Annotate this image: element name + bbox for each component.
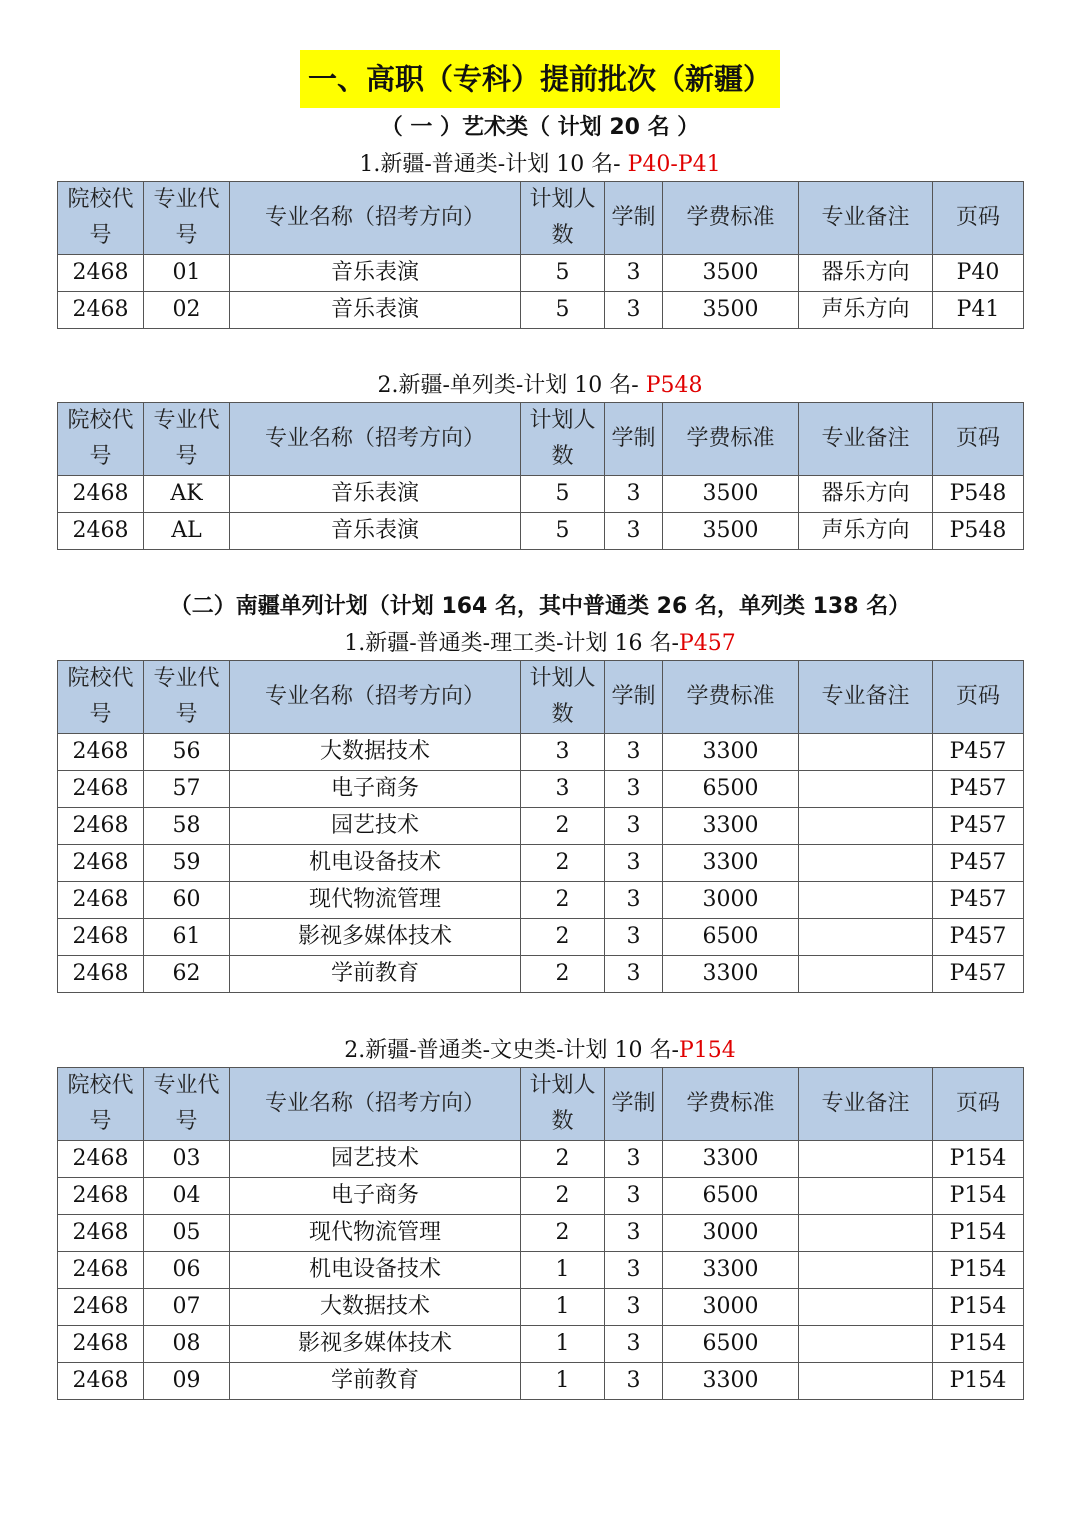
header-page: 页码: [933, 182, 1024, 255]
cell-tuition: 3500: [663, 255, 799, 292]
table-row: [58, 1326, 1024, 1363]
cell-plan-count: 2: [521, 1141, 605, 1178]
cell-school-code: 2468: [58, 292, 144, 329]
cell-school-code: 2468: [58, 1326, 144, 1363]
cell-plan-count: 5: [521, 255, 605, 292]
cell-school-code: 2468: [58, 919, 144, 956]
cell-plan-count: 2: [521, 845, 605, 882]
cell-plan-count: 2: [521, 1215, 605, 1252]
cell-major-code: 02: [144, 292, 230, 329]
table-art-separate: [57, 402, 1024, 550]
cell-remark: [799, 1215, 933, 1252]
cell-duration: 3: [605, 919, 663, 956]
table-row: [58, 1215, 1024, 1252]
cell-tuition: 3300: [663, 808, 799, 845]
cell-page: P40: [933, 255, 1024, 292]
header-major-code: 专业代号: [144, 403, 230, 476]
cell-school-code: 2468: [58, 882, 144, 919]
table-row: [58, 1289, 1024, 1326]
cell-tuition: 3500: [663, 292, 799, 329]
cell-plan-count: 1: [521, 1326, 605, 1363]
table-row: [58, 255, 1024, 292]
header-school-code: 院校代号: [58, 403, 144, 476]
cell-plan-count: 2: [521, 956, 605, 993]
cell-page: P154: [933, 1326, 1024, 1363]
table-row: [58, 1178, 1024, 1215]
cell-page: P457: [933, 882, 1024, 919]
table1-caption-text: 1.新疆-普通类-计划 10 名-: [359, 152, 621, 177]
cell-major-name: 学前教育: [230, 956, 521, 993]
section2-title: （二）南疆单列计划（计划 164 名，其中普通类 26 名，单列类 138 名）: [169, 594, 911, 619]
cell-plan-count: 1: [521, 1289, 605, 1326]
cell-page: P457: [933, 734, 1024, 771]
cell-remark: [799, 882, 933, 919]
table2-caption-page-ref: P548: [645, 373, 703, 398]
header-remark: 专业备注: [799, 403, 933, 476]
header-page: 页码: [933, 1068, 1024, 1141]
table3-caption-page-ref: P457: [678, 631, 736, 656]
cell-plan-count: 5: [521, 292, 605, 329]
table-row: [58, 808, 1024, 845]
cell-page: P154: [933, 1363, 1024, 1400]
cell-tuition: 3300: [663, 1363, 799, 1400]
cell-remark: 声乐方向: [799, 292, 933, 329]
table-row: [58, 771, 1024, 808]
cell-school-code: 2468: [58, 845, 144, 882]
cell-duration: 3: [605, 1178, 663, 1215]
header-tuition: 学费标准: [663, 403, 799, 476]
header-tuition: 学费标准: [663, 1068, 799, 1141]
cell-remark: [799, 1178, 933, 1215]
cell-page: P154: [933, 1289, 1024, 1326]
cell-page: P154: [933, 1178, 1024, 1215]
table4-caption: [0, 1036, 1080, 1066]
cell-duration: 3: [605, 255, 663, 292]
header-row: [58, 661, 1024, 734]
cell-major-name: 大数据技术: [230, 1289, 521, 1326]
cell-major-code: 04: [144, 1178, 230, 1215]
header-row: [58, 182, 1024, 255]
cell-page: P457: [933, 808, 1024, 845]
cell-school-code: 2468: [58, 1252, 144, 1289]
cell-tuition: 6500: [663, 919, 799, 956]
cell-duration: 3: [605, 1289, 663, 1326]
header-row: [58, 1068, 1024, 1141]
header-major-code: 专业代号: [144, 182, 230, 255]
header-major-name: 专业名称（招考方向）: [230, 1068, 521, 1141]
header-page: 页码: [933, 661, 1024, 734]
cell-plan-count: 1: [521, 1252, 605, 1289]
cell-remark: 器乐方向: [799, 476, 933, 513]
cell-major-code: 01: [144, 255, 230, 292]
cell-major-code: AL: [144, 513, 230, 550]
header-plan-count: 计划人数: [521, 1068, 605, 1141]
cell-major-code: 61: [144, 919, 230, 956]
table3-caption-text: 1.新疆-普通类-理工类-计划 16 名-: [344, 631, 679, 656]
cell-page: P457: [933, 845, 1024, 882]
cell-major-name: 音乐表演: [230, 292, 521, 329]
table1-caption: [0, 150, 1080, 180]
cell-tuition: 3500: [663, 513, 799, 550]
table-row: [58, 1141, 1024, 1178]
table-row: [58, 956, 1024, 993]
cell-school-code: 2468: [58, 808, 144, 845]
cell-remark: [799, 1141, 933, 1178]
cell-major-name: 音乐表演: [230, 476, 521, 513]
header-row: [58, 403, 1024, 476]
table-row: [58, 845, 1024, 882]
header-major-code: 专业代号: [144, 1068, 230, 1141]
cell-remark: [799, 771, 933, 808]
header-remark: 专业备注: [799, 1068, 933, 1141]
cell-remark: [799, 1326, 933, 1363]
header-plan-count: 计划人数: [521, 182, 605, 255]
cell-duration: 3: [605, 1215, 663, 1252]
header-major-name: 专业名称（招考方向）: [230, 661, 521, 734]
table-art-general: [57, 181, 1024, 329]
cell-major-name: 园艺技术: [230, 1141, 521, 1178]
cell-major-code: 07: [144, 1289, 230, 1326]
cell-major-name: 音乐表演: [230, 513, 521, 550]
table-south-science: [57, 660, 1024, 993]
cell-page: P41: [933, 292, 1024, 329]
header-tuition: 学费标准: [663, 661, 799, 734]
cell-duration: 3: [605, 1252, 663, 1289]
cell-major-code: 62: [144, 956, 230, 993]
cell-major-name: 影视多媒体技术: [230, 1326, 521, 1363]
table1-caption-page-ref: P40-P41: [627, 152, 721, 177]
cell-plan-count: 1: [521, 1363, 605, 1400]
cell-duration: 3: [605, 734, 663, 771]
cell-plan-count: 5: [521, 513, 605, 550]
header-tuition: 学费标准: [663, 182, 799, 255]
header-major-code: 专业代号: [144, 661, 230, 734]
cell-duration: 3: [605, 845, 663, 882]
header-duration: 学制: [605, 661, 663, 734]
cell-school-code: 2468: [58, 513, 144, 550]
table2-caption-text: 2.新疆-单列类-计划 10 名-: [377, 373, 639, 398]
header-major-name: 专业名称（招考方向）: [230, 182, 521, 255]
cell-duration: 3: [605, 513, 663, 550]
cell-plan-count: 2: [521, 882, 605, 919]
main-title-wrapper: [0, 50, 1080, 108]
cell-plan-count: 3: [521, 771, 605, 808]
cell-duration: 3: [605, 808, 663, 845]
cell-remark: [799, 956, 933, 993]
cell-major-name: 音乐表演: [230, 255, 521, 292]
cell-major-code: 60: [144, 882, 230, 919]
table-row: [58, 476, 1024, 513]
cell-remark: 器乐方向: [799, 255, 933, 292]
table-row: [58, 1363, 1024, 1400]
cell-tuition: 6500: [663, 1178, 799, 1215]
cell-major-code: 59: [144, 845, 230, 882]
cell-remark: [799, 1289, 933, 1326]
cell-major-code: 03: [144, 1141, 230, 1178]
cell-page: P457: [933, 919, 1024, 956]
cell-major-code: 56: [144, 734, 230, 771]
cell-major-name: 现代物流管理: [230, 882, 521, 919]
cell-remark: [799, 808, 933, 845]
cell-plan-count: 2: [521, 919, 605, 956]
cell-remark: [799, 919, 933, 956]
cell-plan-count: 2: [521, 1178, 605, 1215]
header-major-name: 专业名称（招考方向）: [230, 403, 521, 476]
table-row: [58, 919, 1024, 956]
cell-duration: 3: [605, 1326, 663, 1363]
cell-school-code: 2468: [58, 956, 144, 993]
cell-page: P154: [933, 1215, 1024, 1252]
cell-major-name: 园艺技术: [230, 808, 521, 845]
table4-caption-page-ref: P154: [678, 1038, 736, 1063]
cell-major-code: 06: [144, 1252, 230, 1289]
cell-plan-count: 5: [521, 476, 605, 513]
cell-school-code: 2468: [58, 734, 144, 771]
cell-school-code: 2468: [58, 1141, 144, 1178]
table-row: [58, 882, 1024, 919]
main-title: 一、高职（专科）提前批次（新疆）: [300, 50, 780, 108]
cell-major-name: 影视多媒体技术: [230, 919, 521, 956]
cell-school-code: 2468: [58, 1289, 144, 1326]
cell-page: P154: [933, 1141, 1024, 1178]
header-school-code: 院校代号: [58, 182, 144, 255]
cell-remark: [799, 734, 933, 771]
cell-page: P457: [933, 771, 1024, 808]
cell-tuition: 3300: [663, 956, 799, 993]
cell-remark: [799, 1252, 933, 1289]
cell-duration: 3: [605, 1363, 663, 1400]
cell-duration: 3: [605, 771, 663, 808]
header-plan-count: 计划人数: [521, 403, 605, 476]
header-page: 页码: [933, 403, 1024, 476]
cell-page: P548: [933, 476, 1024, 513]
header-duration: 学制: [605, 1068, 663, 1141]
cell-school-code: 2468: [58, 1178, 144, 1215]
header-school-code: 院校代号: [58, 1068, 144, 1141]
cell-duration: 3: [605, 882, 663, 919]
cell-major-name: 大数据技术: [230, 734, 521, 771]
cell-tuition: 3300: [663, 845, 799, 882]
cell-major-code: 09: [144, 1363, 230, 1400]
cell-major-name: 机电设备技术: [230, 845, 521, 882]
cell-major-name: 学前教育: [230, 1363, 521, 1400]
cell-duration: 3: [605, 956, 663, 993]
table-row: [58, 1252, 1024, 1289]
cell-school-code: 2468: [58, 771, 144, 808]
table3-caption: [0, 629, 1080, 659]
section1-title: （ 一 ）艺术类（ 计划 20 名 ）: [380, 115, 700, 140]
cell-school-code: 2468: [58, 476, 144, 513]
cell-tuition: 3300: [663, 1141, 799, 1178]
cell-major-code: 08: [144, 1326, 230, 1363]
header-remark: 专业备注: [799, 182, 933, 255]
header-remark: 专业备注: [799, 661, 933, 734]
header-duration: 学制: [605, 182, 663, 255]
cell-major-code: 05: [144, 1215, 230, 1252]
cell-duration: 3: [605, 476, 663, 513]
cell-major-name: 电子商务: [230, 1178, 521, 1215]
cell-major-code: 57: [144, 771, 230, 808]
cell-major-name: 电子商务: [230, 771, 521, 808]
cell-tuition: 6500: [663, 1326, 799, 1363]
cell-major-name: 机电设备技术: [230, 1252, 521, 1289]
cell-page: P154: [933, 1252, 1024, 1289]
cell-tuition: 3000: [663, 1289, 799, 1326]
cell-plan-count: 2: [521, 808, 605, 845]
cell-remark: [799, 1363, 933, 1400]
table2-caption: [0, 371, 1080, 401]
cell-remark: [799, 845, 933, 882]
cell-duration: 3: [605, 292, 663, 329]
cell-major-code: 58: [144, 808, 230, 845]
cell-plan-count: 3: [521, 734, 605, 771]
table-row: [58, 734, 1024, 771]
cell-tuition: 3300: [663, 1252, 799, 1289]
table4-caption-text: 2.新疆-普通类-文史类-计划 10 名-: [344, 1038, 679, 1063]
cell-tuition: 6500: [663, 771, 799, 808]
cell-remark: 声乐方向: [799, 513, 933, 550]
cell-school-code: 2468: [58, 1215, 144, 1252]
cell-tuition: 3300: [663, 734, 799, 771]
header-school-code: 院校代号: [58, 661, 144, 734]
table-south-liberal-arts: [57, 1067, 1024, 1400]
cell-school-code: 2468: [58, 255, 144, 292]
cell-school-code: 2468: [58, 1363, 144, 1400]
cell-tuition: 3000: [663, 882, 799, 919]
cell-major-name: 现代物流管理: [230, 1215, 521, 1252]
cell-duration: 3: [605, 1141, 663, 1178]
table-row: [58, 513, 1024, 550]
cell-tuition: 3000: [663, 1215, 799, 1252]
table-row: [58, 292, 1024, 329]
header-plan-count: 计划人数: [521, 661, 605, 734]
cell-page: P548: [933, 513, 1024, 550]
cell-page: P457: [933, 956, 1024, 993]
cell-major-code: AK: [144, 476, 230, 513]
cell-tuition: 3500: [663, 476, 799, 513]
header-duration: 学制: [605, 403, 663, 476]
